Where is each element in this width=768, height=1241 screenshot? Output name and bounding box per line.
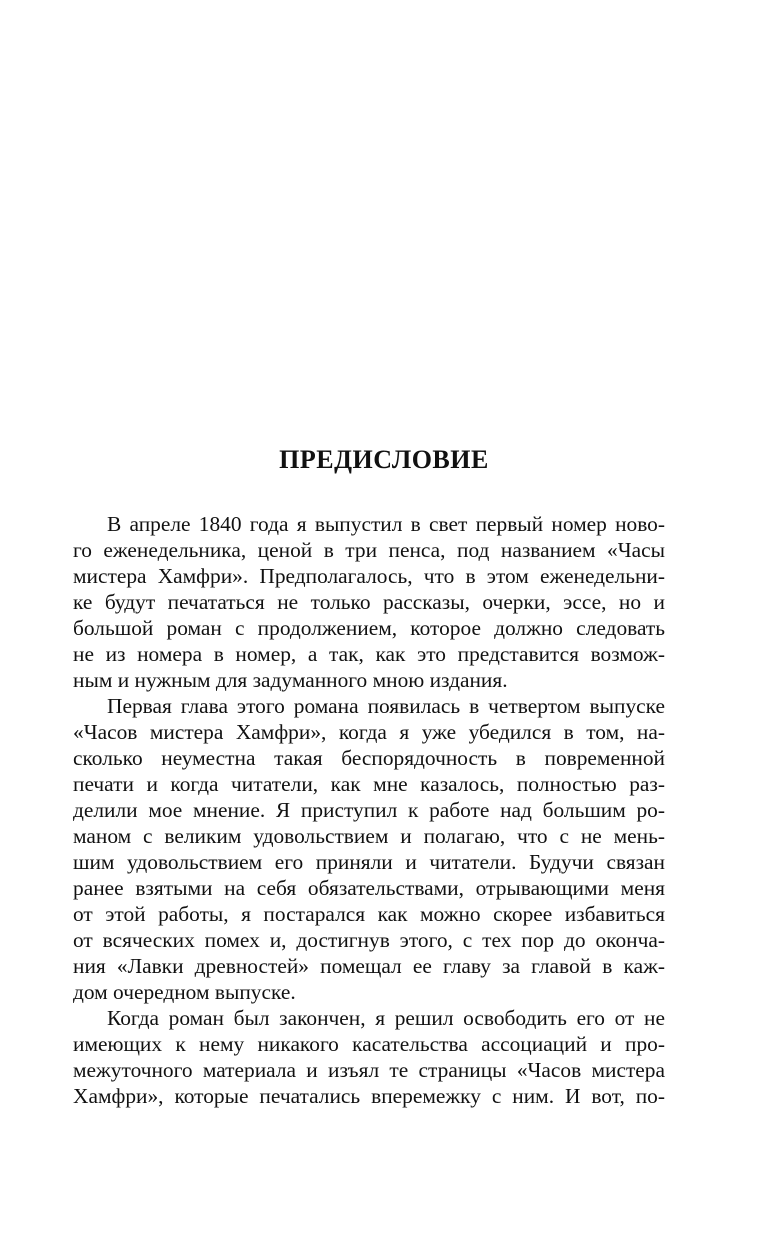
- preface-body: [73, 511, 665, 1109]
- text-line: ранее взятыми на себя обязательствами, отрывающими меня: [73, 876, 665, 900]
- text-line: от всяческих помех и, достигнув этого, с тех пор до оконча-: [73, 928, 665, 952]
- page-title: ПРЕДИСЛОВИЕ: [279, 445, 489, 474]
- text-line: В апреле 1840 года я выпустил в свет первый номер ново-: [107, 512, 665, 536]
- text-line: ным и нужным для задуманного мною издания.: [73, 668, 508, 692]
- text-line: имеющих к нему никакого касательства ассоциаций и про-: [73, 1032, 665, 1056]
- text-line: го еженедельника, ценой в три пенса, под названием «Часы: [73, 538, 665, 562]
- text-line: шим удовольствием его приняли и читатели. Будучи связан: [73, 850, 665, 874]
- text-line: не из номера в номер, а так, как это представится возмож-: [73, 642, 665, 666]
- text-line: Первая глава этого романа появилась в четвертом выпуске: [107, 694, 665, 718]
- text-line: делили мое мнение. Я приступил к работе над большим ро-: [73, 798, 665, 822]
- text-line: от этой работы, я постарался как можно скорее избавиться: [73, 902, 665, 926]
- text-line: ке будут печататься не только рассказы, очерки, эссе, но и: [73, 590, 665, 614]
- text-line: большой роман с продолжением, которое должно следовать: [73, 616, 665, 640]
- text-line: печати и когда читатели, как мне казалось, полностью раз-: [73, 772, 665, 796]
- text-line: Когда роман был закончен, я решил освободить его от не: [107, 1006, 665, 1030]
- text-line: маном с великим удовольствием и полагаю, что с не мень-: [73, 824, 665, 848]
- text-line: мистера Хамфри». Предполагалось, что в этом еженедельни-: [73, 564, 665, 588]
- text-line: «Часов мистера Хамфри», когда я уже убедился в том, на-: [73, 720, 665, 744]
- text-line: ния «Лавки древностей» помещал ее главу за главой в каж-: [73, 954, 665, 978]
- text-line: межуточного материала и изъял те страницы «Часов мистера: [73, 1058, 665, 1082]
- text-line: дом очередном выпуске.: [73, 980, 296, 1004]
- text-line: сколько неуместна такая беспорядочность в повременной: [73, 746, 665, 770]
- text-line: Хамфри», которые печатались вперемежку с ним. И вот, по-: [73, 1084, 665, 1108]
